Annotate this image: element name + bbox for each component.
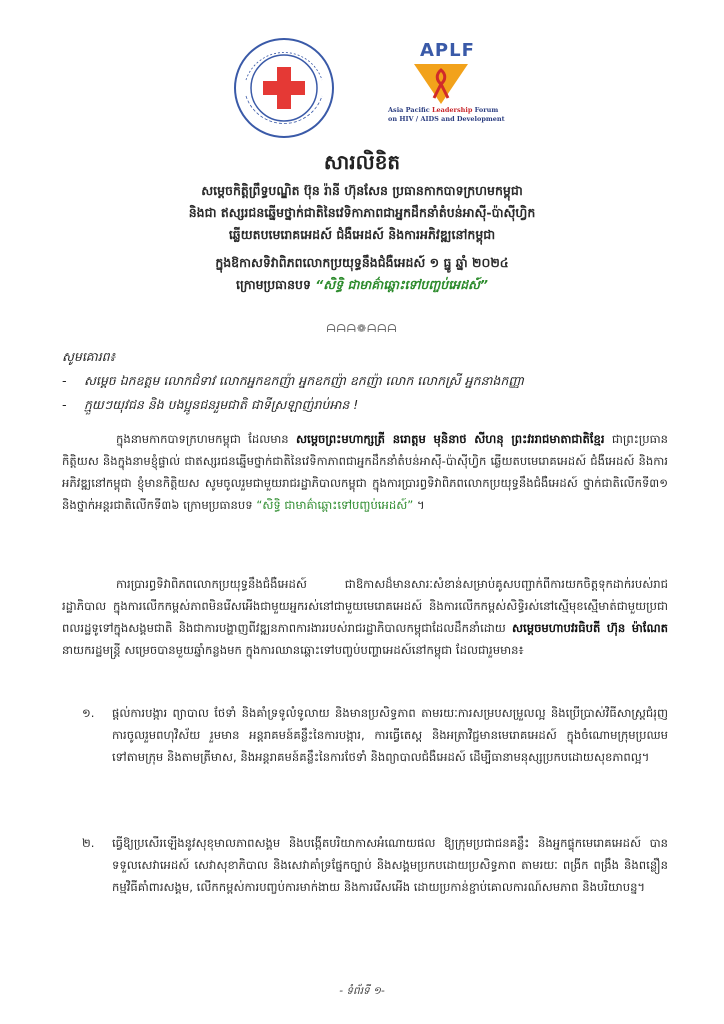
para-bold: សម្ដេចព្រះមហាក្សត្រី នរោត្តម មុនិនាថ សីហនុ ព្រះវររាជមាតាជាតិខ្មែរ	[295, 432, 605, 446]
heading-line: ក្នុងឱកាសទិវាពិភពលោកប្រយុទ្ធនឹងជំងឺអេដស៍ ១ ធ្នូ ឆ្នាំ ២០២៤	[215, 255, 509, 270]
salutation	[62, 345, 662, 417]
heading-line: សម្ដេចកិត្តិព្រឹទ្ធបណ្ឌិត ប៊ុន រ៉ានី ហ៊ុនសែន ប្រធានកាកបាទក្រហមកម្ពុជា	[201, 183, 523, 198]
list-item	[82, 832, 668, 898]
document-title: សារលិខិត	[323, 150, 401, 174]
heading-line: ឆ្លើយតបមេរោគអេដស៍ ជំងឺអេដស៍ និងការអភិវឌ្ឍនៅកម្ពុជា	[228, 227, 496, 242]
page-number: - ទំព័រទី ១-	[339, 985, 385, 997]
para-bold: សម្ដេចមហាបវរធិបតី ហ៊ុន ម៉ាណែត	[512, 621, 668, 635]
para-theme: “សិទ្ធិ ជាមាគ៌ាឆ្ពោះទៅបញ្ចប់អេដស៍”	[256, 498, 414, 512]
list-text: ផ្ដល់ការបង្ការ ព្យាបាល ថែទាំ និងគាំទ្រទូលំទូលាយ និងមានប្រសិទ្ធភាព តាមរយៈការសម្របសម្រួលល្អ និងប្រើប្រាស់វិធីសាស្ត្រជំរុញការចូលរួមពហុវិស័យ រួមមាន អន្តរាគមន៍គន្លឹះនៃការបង្ការ, ការធ្វើតេស្ត និងអត្រាវិជ្ជមានមេរោគអេដស៍ ក្នុងចំណោមក្រុមប្រឈម ទៅតាមក្រុម និងតាមត្រីមាស, និងអន្តរាគមន៍គន្លឹះនៃការថែទាំ និងព្យាបាលជំងឺអេដស៍ ដើម្បីធានាមនុស្សប្រកបដោយសុខភាពល្អ។	[112, 706, 668, 764]
ornament-divider: ᗩᗩᗩ❁ᗩᗩᗩ	[326, 322, 398, 335]
heading-theme-line	[60, 274, 664, 296]
aplf-caption-part: Asia Pacific	[388, 106, 432, 114]
aplf-logo	[380, 18, 505, 128]
aplf-caption-part: Forum	[472, 106, 499, 114]
heading-line: និងជា ឥស្សរជនឆ្នើមថ្នាក់ជាតិនៃវេទិកាភាពជាអ្នកដឹកនាំតំបន់អាស៊ី-ប៉ាស៊ីហ្វិក	[188, 205, 536, 220]
aplf-ribbon-icon	[414, 64, 468, 104]
list-item	[82, 702, 668, 768]
salutation-item: - ក្មួយៗយុវជន និង បងប្អូនជនរួមជាតិ ជាទីស្រឡាញ់រាប់អាន !	[62, 397, 359, 412]
salutation-text: ក្មួយៗយុវជន និង បងប្អូនជនរួមជាតិ ជាទីស្រឡាញ់រាប់អាន !	[84, 397, 359, 412]
salutation-greeting: សូមគោរព៖	[62, 349, 116, 364]
aplf-acronym: APLF	[420, 40, 475, 61]
para-text: នាយករដ្ឋមន្ត្រី សម្រេចបានមួយឆ្នាំកន្លងមក ក្នុងការឈានឆ្ពោះទៅបញ្ចប់បញ្ហាអេដស៍នៅកម្ពុជា ដែលជារួមមាន៖	[62, 643, 524, 657]
list-text: ធ្វើឱ្យប្រសើរឡើងនូវសុខុមាលភាពសង្គម និងបង្កើតបរិយាកាសអំណោយផល ឱ្យក្រុមប្រជាជនគន្លឹះ និងអ្នកផ្ទុកមេរោគអេដស៍ បានទទួលសេវាអេដស៍ សេវាសុខាភិបាល និងសេវាគាំទ្រផ្នែកច្បាប់ និងសង្គមប្រកបដោយប្រសិទ្ធភាព តាមរយៈ ពង្រីក ពង្រឹង និងពន្លឿនកម្មវិធីគាំពារសង្គម, លើកកម្ពស់ការបញ្ចប់ការមាក់ងាយ និងការរើសអើង ដោយប្រកាន់ខ្ជាប់គោលការណ៍សមភាព និងបរិយាបន្ន។	[112, 836, 668, 894]
list-number: ២.	[82, 836, 95, 850]
aplf-caption-line2: on HIV / AIDS and Development	[388, 115, 505, 123]
para-text: ជាព្រះប្រធានកិត្តិយស និងក្នុងនាមខ្ញុំផ្ទាល់ ជាឥស្សរជនឆ្នើមថ្នាក់ជាតិនៃវេទិកាភាពជាអ្នកដឹកនាំតំបន់អាស៊ី-ប៉ាស៊ីហ្វិក ឆ្លើយតបមេរោគអេដស៍ ជំងឺអេដស៍ និងការអភិវឌ្ឍនៅកម្ពុជា ខ្ញុំមានកិត្តិយស សូមចូលរួមជាមួយរាជរដ្ឋាភិបាលកម្ពុជា ក្នុងការប្រារព្ធទិវាពិភពលោកប្រយុទ្ធនឹងជំងឺអេដស៍ ថ្នាក់ជាតិលើកទី៣១ និងថ្នាក់អន្តរជាតិលើកទី៣៦ ក្រោមប្រធានបទ	[62, 432, 668, 512]
paragraph-1	[62, 428, 668, 516]
paragraph-2	[62, 573, 668, 661]
para-text: ។	[413, 498, 425, 512]
cambodian-red-cross-logo	[232, 36, 336, 140]
document-heading	[60, 180, 664, 296]
para-text: ក្នុងនាមកាកបាទក្រហមកម្ពុជា ដែលមាន	[116, 432, 296, 446]
theme-prefix: ក្រោមប្រធានបទ	[236, 277, 316, 292]
salutation-item: - សម្ដេច ឯកឧត្តម លោកជំទាវ លោកអ្នកឧកញ៉ា អ្នកឧកញ៉ា ឧកញ៉ា លោក លោកស្រី អ្នកនាងកញ្ញា	[62, 373, 524, 388]
aplf-caption	[388, 106, 538, 124]
salutation-text: សម្ដេច ឯកឧត្តម លោកជំទាវ លោកអ្នកឧកញ៉ា អ្នកឧកញ៉ា ឧកញ៉ា លោក លោកស្រី អ្នកនាងកញ្ញា	[84, 373, 524, 388]
para-text: ការប្រារព្ធទិវាពិភពលោកប្រយុទ្ធនឹងជំងឺអេដស៍ ជាឱកាសដ៏មានសារៈសំខាន់សម្រាប់គូសបញ្ជាក់ពីការយកចិត្តទុកដាក់របស់រាជរដ្ឋាភិបាល ក្នុងការលើកកម្ពស់ភាពមិនរើសអើងជាមួយអ្នករស់នៅជាមួយមេរោគអេដស៍ និងការលើកកម្ពស់សិទ្ធិរស់នៅស្មើមុខស្មើមាត់ជាមួយប្រជាពលរដ្ឋទូទៅក្នុងសង្គមជាតិ និងជាការបង្ហាញពីវឌ្ឍនភាពការងាររបស់រាជរដ្ឋាភិបាលកម្ពុជាដែលដឹកនាំដោយ	[62, 577, 668, 635]
list-number: ១.	[82, 706, 95, 720]
aplf-caption-leadership: Leadership	[431, 106, 473, 114]
theme-title: “សិទ្ធិ ជាមាគ៌ាឆ្ពោះទៅបញ្ចប់អេដស៍”	[315, 277, 488, 292]
logo-header	[0, 18, 724, 148]
